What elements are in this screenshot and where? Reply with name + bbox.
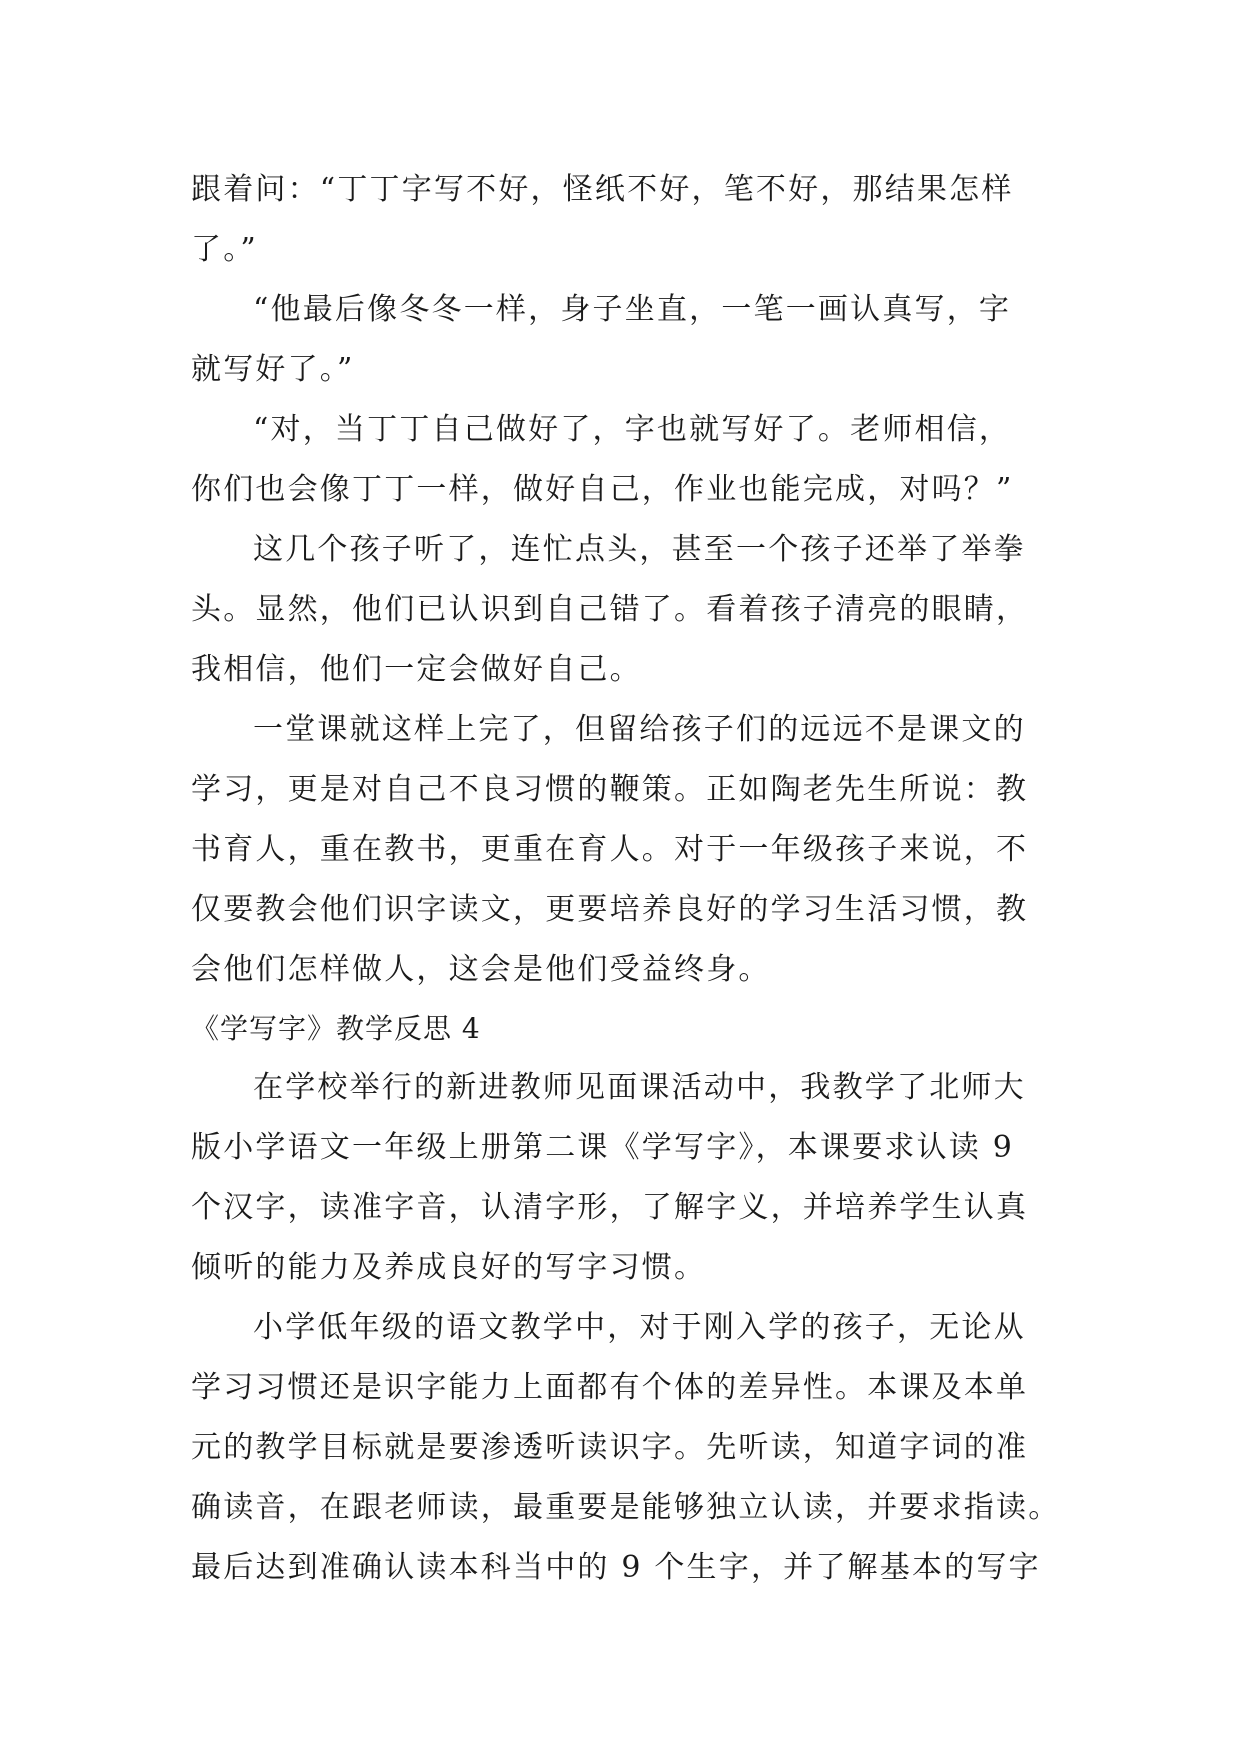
text-line: 我相信，他们一定会做好自己。 <box>191 652 642 687</box>
paragraph-start-line: 一堂课就这样上完了，但留给孩子们的远远不是课文的 <box>253 712 1026 747</box>
text-line: 头。显然，他们已认识到自己错了。看着孩子清亮的眼睛， <box>191 592 1029 627</box>
text-line: 学习习惯还是识字能力上面都有个体的差异性。本课及本单 <box>191 1370 1029 1405</box>
text-line: 学习，更是对自己不良习惯的鞭策。正如陶老先生所说：教 <box>191 772 1029 807</box>
document-page <box>191 160 1061 1598</box>
paragraph-start-line: “对，当丁丁自己做好了，字也就写好了。老师相信， <box>253 412 1012 447</box>
text-line: 书育人，重在教书，更重在育人。对于一年级孩子来说，不 <box>191 832 1029 867</box>
text-line: 你们也会像丁丁一样，做好自己，作业也能完成，对吗？” <box>191 472 1014 507</box>
section-heading: 《学写字》教学反思 4 <box>191 1012 481 1045</box>
paragraph-start-line: 这几个孩子听了，连忙点头，甚至一个孩子还举了举拳 <box>253 532 1026 567</box>
text-line: 倾听的能力及养成良好的写字习惯。 <box>191 1250 707 1285</box>
text-line: 跟着问：“丁丁字写不好，怪纸不好，笔不好，那结果怎样 <box>191 172 1014 207</box>
paragraph-start-line: 在学校举行的新进教师见面课活动中，我教学了北师大 <box>253 1070 1026 1105</box>
text-line: 版小学语文一年级上册第二课《学写字》，本课要求认读 9 <box>191 1130 1015 1165</box>
text-line: 个汉字，读准字音，认清字形，了解字义，并培养学生认真 <box>191 1190 1029 1225</box>
text-line: 最后达到准确认读本科当中的 9 个生字，并了解基本的写字 <box>191 1550 1041 1585</box>
text-line: 仅要教会他们识字读文，更要培养良好的学习生活习惯，教 <box>191 892 1029 927</box>
paragraph-start-line: 小学低年级的语文教学中，对于刚入学的孩子，无论从 <box>253 1310 1026 1345</box>
text-line: 会他们怎样做人，这会是他们受益终身。 <box>191 952 771 987</box>
text-line: 确读音，在跟老师读，最重要是能够独立认读，并要求指读。 <box>191 1490 1061 1525</box>
text-line: 了。” <box>191 232 258 267</box>
text-line: 就写好了。” <box>191 352 355 387</box>
paragraph-start-line: “他最后像冬冬一样，身子坐直，一笔一画认真写，字 <box>253 292 1012 327</box>
text-line: 元的教学目标就是要渗透听读识字。先听读，知道字词的准 <box>191 1430 1029 1465</box>
